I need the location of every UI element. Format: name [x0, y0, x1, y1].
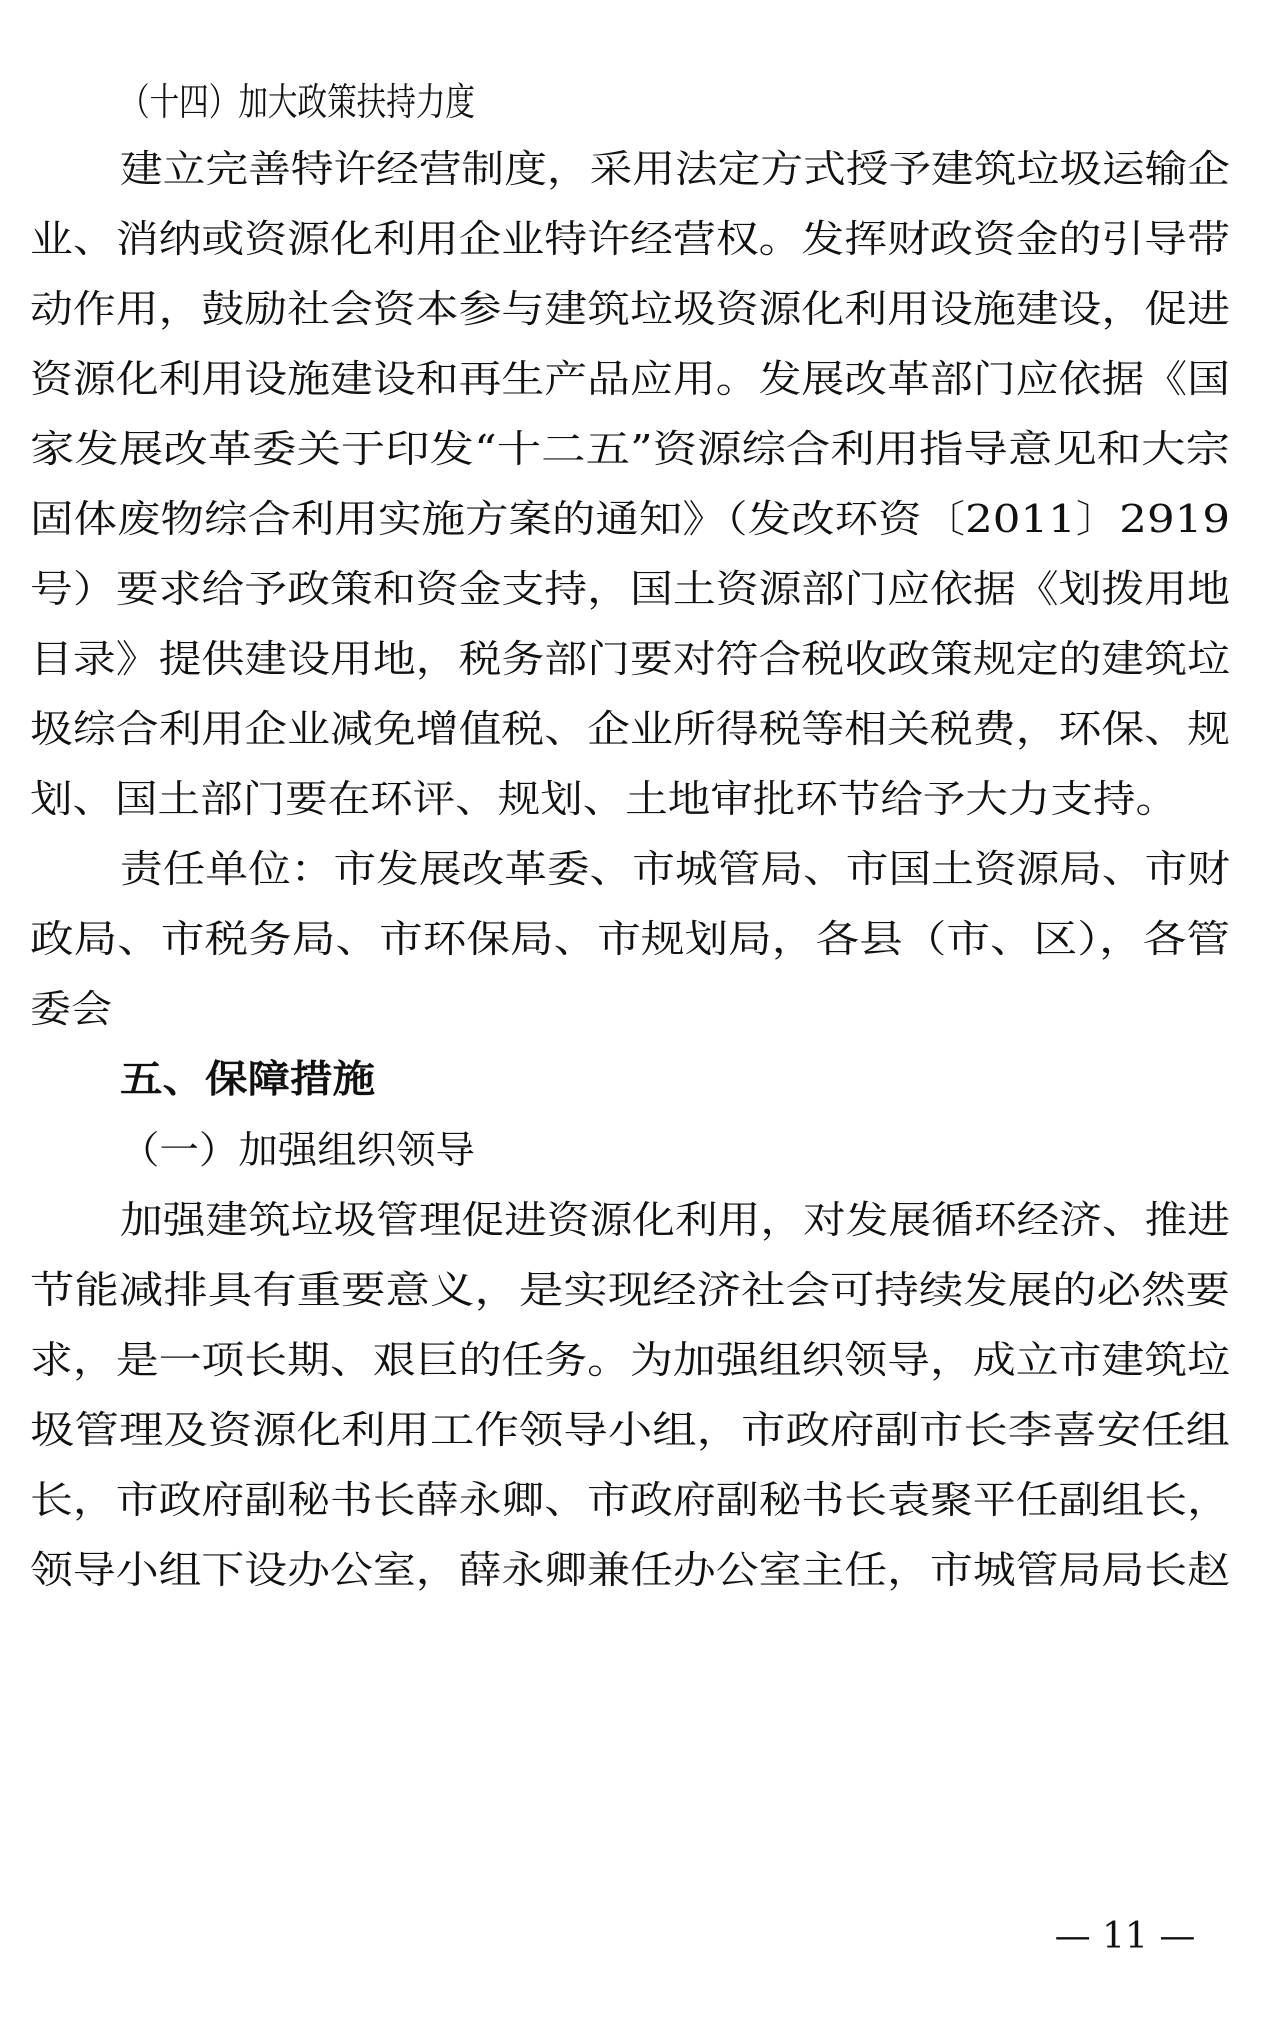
line-text: 加强建筑垃圾管理促进资源化利用，对发展循环经济、推进	[120, 1198, 1230, 1242]
line-text: 委会	[30, 987, 112, 1031]
line-text: 建立完善特许经营制度，采用法定方式授予建筑垃圾运输企	[120, 147, 1230, 191]
paragraph-line	[0, 1400, 1278, 1460]
paragraph-line	[0, 279, 1278, 339]
paragraph-line	[0, 839, 1278, 899]
line-text: 号）要求给予政策和资金支持，国土资源部门应依据《划拨用地	[30, 567, 1230, 611]
paragraph-line	[0, 1260, 1278, 1320]
line-text: 政局、市税务局、市环保局、市规划局，各县（市、区），各管	[30, 917, 1230, 961]
paragraph-line	[0, 489, 1278, 549]
line-text: 长，市政府副秘书长薛永卿、市政府副秘书长袁聚平任副组长，	[30, 1478, 1230, 1522]
paragraph-line	[0, 349, 1278, 409]
line-text: 业、消纳或资源化利用企业特许经营权。发挥财政资金的引导带	[30, 217, 1230, 261]
line-text: 圾综合利用企业减免增值税、企业所得税等相关税费，环保、规	[30, 707, 1230, 751]
paragraph-line	[0, 1190, 1278, 1250]
line-text: 资源化利用设施建设和再生产品应用。发展改革部门应依据《国	[30, 357, 1230, 401]
paragraph-line	[0, 1330, 1278, 1390]
line-text: 动作用，鼓励社会资本参与建筑垃圾资源化利用设施建设，促进	[30, 287, 1230, 331]
paragraph-line	[0, 559, 1278, 619]
paragraph-line	[0, 139, 1278, 199]
paragraph-line	[0, 1470, 1278, 1530]
line-text: 责任单位：市发展改革委、市城管局、市国土资源局、市财	[120, 847, 1230, 891]
line-text: 节能减排具有重要意义，是实现经济社会可持续发展的必然要	[30, 1268, 1230, 1312]
line-text: 家发展改革委关于印发“十二五”资源综合利用指导意见和大宗	[30, 427, 1230, 471]
line-text: 目录》提供建设用地，税务部门要对符合税收政策规定的建筑垃	[30, 637, 1230, 681]
paragraph-line	[0, 699, 1278, 759]
line-text: 五、保障措施	[120, 1057, 375, 1101]
line-text: （一）加强组织领导	[120, 1128, 475, 1172]
paragraph-line	[0, 909, 1278, 969]
subsection-heading	[0, 1120, 1278, 1180]
line-text: 固体废物综合利用实施方案的通知》（发改环资〔2011〕2919	[30, 497, 1230, 541]
subsection-heading	[0, 72, 1278, 132]
paragraph-line	[0, 209, 1278, 269]
section-heading	[0, 1049, 1278, 1109]
line-text: 圾管理及资源化利用工作领导小组，市政府副市长李喜安任组	[30, 1408, 1230, 1452]
paragraph-line	[0, 769, 1278, 829]
paragraph-line	[0, 419, 1278, 479]
line-text: 划、国土部门要在环评、规划、土地审批环节给予大力支持。	[30, 777, 1178, 821]
line-text: （十四）加大政策扶持力度	[120, 80, 475, 124]
page-number: — 11 —	[1054, 1916, 1196, 1957]
line-text: 领导小组下设办公室，薛永卿兼任办公室主任，市城管局局长赵	[30, 1548, 1230, 1592]
paragraph-line	[0, 629, 1278, 689]
line-text: 求，是一项长期、艰巨的任务。为加强组织领导，成立市建筑垃	[30, 1338, 1230, 1382]
paragraph-line	[0, 979, 1278, 1039]
paragraph-line	[0, 1540, 1278, 1600]
